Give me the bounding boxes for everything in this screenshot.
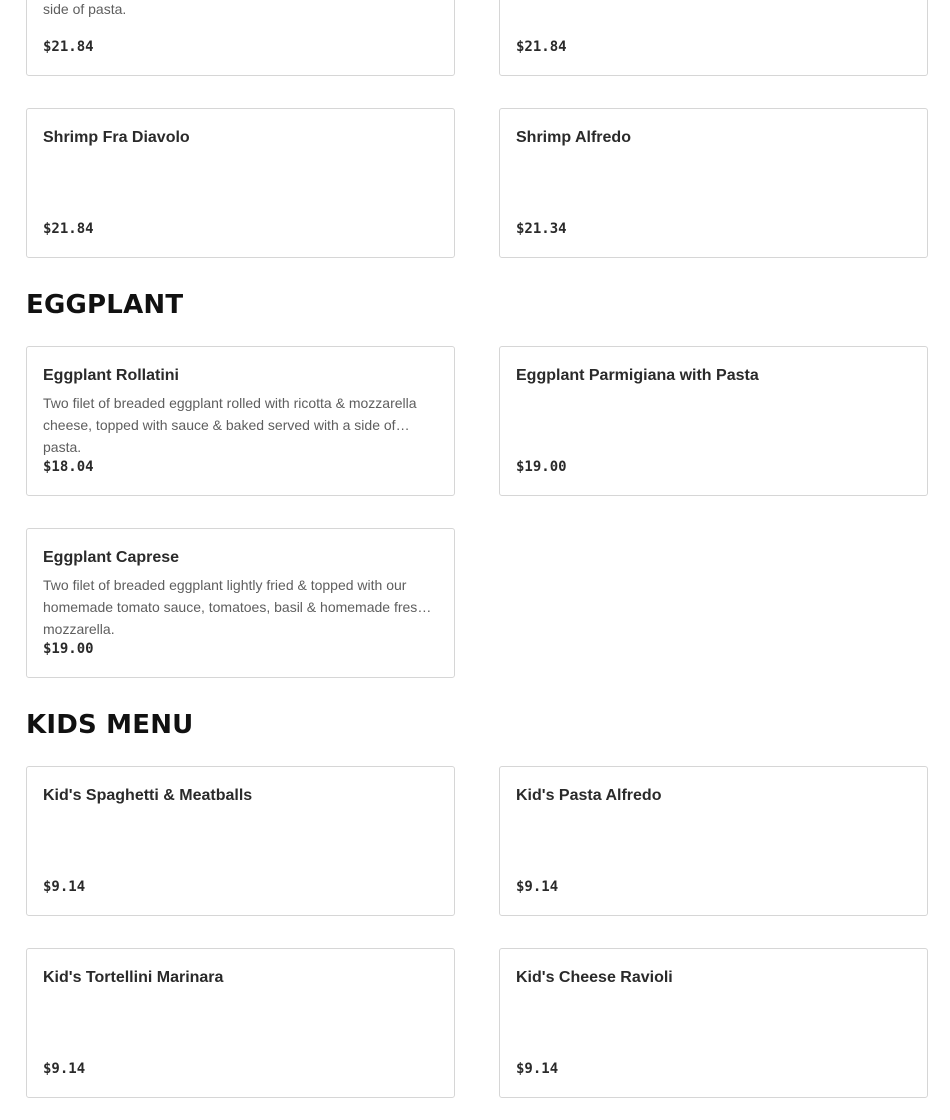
menu-item-name: Kid's Tortellini Marinara bbox=[43, 969, 224, 986]
menu-item-name: Eggplant Rollatini bbox=[43, 367, 179, 384]
menu-item-description: Two filet of breaded eggplant rolled with ricotta & mozzarella cheese, topped with sauce & baked served with a side of pasta. bbox=[43, 395, 417, 455]
menu-item-card[interactable] bbox=[499, 948, 928, 1098]
menu-item-price: $9.14 bbox=[516, 879, 559, 895]
menu-item-card[interactable] bbox=[26, 108, 455, 258]
section-heading-eggplant: EGGPLANT bbox=[26, 290, 184, 320]
menu-item-description: side of pasta. bbox=[43, 1, 127, 17]
menu-item-name: Shrimp Fra Diavolo bbox=[43, 129, 190, 146]
menu-item-name: Eggplant Caprese bbox=[43, 549, 180, 566]
menu-item-card[interactable] bbox=[26, 528, 455, 678]
menu-item-name: Kid's Pasta Alfredo bbox=[516, 787, 662, 804]
menu-item-price: $21.84 bbox=[516, 39, 567, 55]
menu-item-description: Two filet of breaded eggplant lightly fried & topped with our homemade tomato sauce, tomatoes, basil & homemade fresh mozzarella. bbox=[43, 577, 426, 637]
menu-item-price: $19.00 bbox=[43, 641, 94, 657]
menu-item-price: $18.04 bbox=[43, 459, 94, 475]
menu-item-price: $19.00 bbox=[516, 459, 567, 475]
menu-item-price: $21.84 bbox=[43, 39, 94, 55]
menu-item-card[interactable] bbox=[499, 766, 928, 916]
menu-item-name: Kid's Spaghetti & Meatballs bbox=[43, 787, 253, 804]
menu-item-name: Eggplant Parmigiana with Pasta bbox=[516, 367, 759, 384]
menu-item-card[interactable] bbox=[26, 346, 455, 496]
menu-item-card[interactable] bbox=[499, 0, 928, 76]
menu-item-price: $21.34 bbox=[516, 221, 567, 237]
menu-item-card[interactable] bbox=[26, 0, 455, 76]
menu-item-price: $9.14 bbox=[43, 879, 86, 895]
menu-item-card[interactable] bbox=[499, 108, 928, 258]
menu-item-price: $9.14 bbox=[516, 1061, 559, 1077]
menu-item-card[interactable] bbox=[499, 346, 928, 496]
menu-item-card[interactable] bbox=[26, 766, 455, 916]
menu-item-name: Kid's Cheese Ravioli bbox=[516, 969, 673, 986]
menu-item-price: $21.84 bbox=[43, 221, 94, 237]
menu-item-price: $9.14 bbox=[43, 1061, 86, 1077]
menu-item-name: Shrimp Alfredo bbox=[516, 129, 631, 146]
section-heading-kids-menu: KIDS MENU bbox=[26, 710, 194, 740]
menu-item-card[interactable] bbox=[26, 948, 455, 1098]
